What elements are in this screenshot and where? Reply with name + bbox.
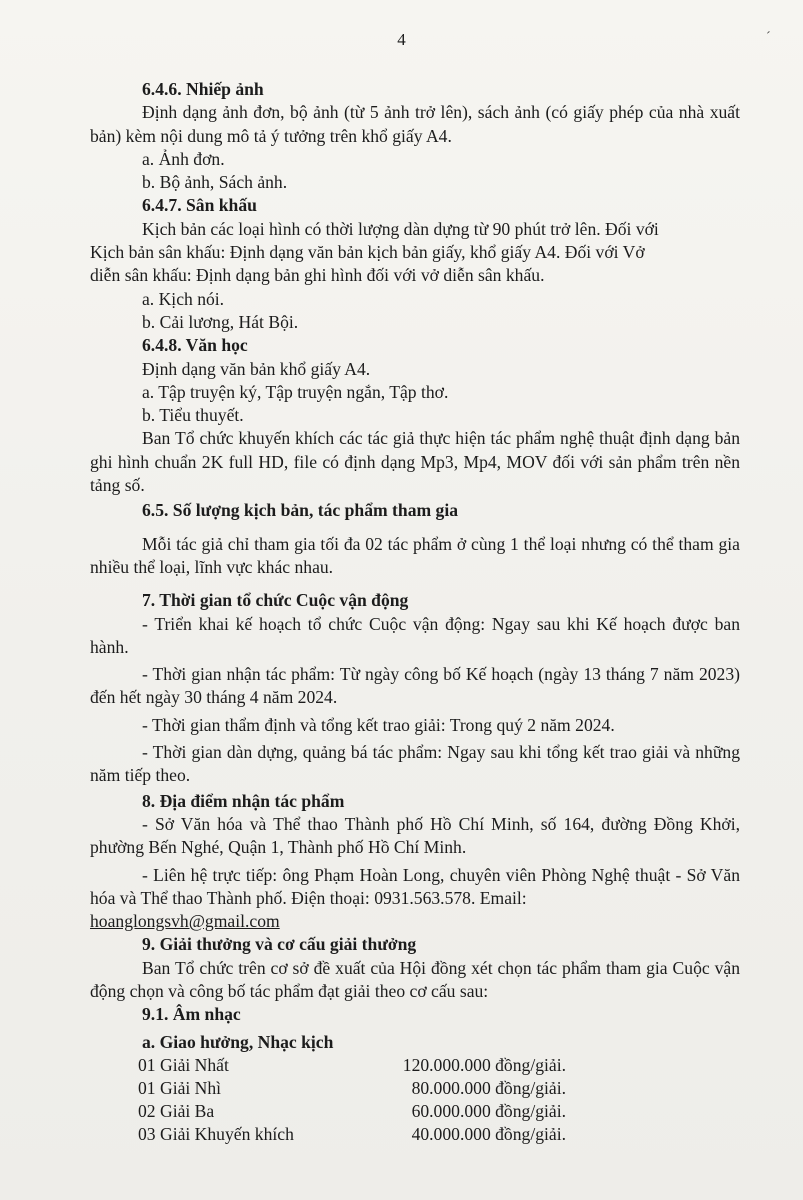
- list-item: b. Bộ ảnh, Sách ảnh.: [142, 172, 288, 193]
- page-number: 4: [397, 30, 406, 49]
- paragraph-line: Kịch bản các loại hình có thời lượng dàn dựng từ 90 phút trở lên. Đối với: [142, 218, 659, 239]
- prize-amount: 60.000.000 đồng/giải.: [411, 1100, 566, 1121]
- list-item: a. Kịch nói.: [142, 288, 225, 309]
- paragraph-address: - Sở Văn hóa và Thể thao Thành phố Hồ Chí Minh, số 164, đường Đồng Khởi, phường Bến Nghé, Quận 1, Thành phố Hồ Chí Minh.: [90, 813, 740, 858]
- paragraph-prize-intro: Ban Tổ chức trên cơ sở đề xuất của Hội đồng xét chọn tác phẩm tham gia Cuộc vận động chọn và công bố tác phẩm đạt giải theo cơ cấu sau:: [90, 957, 740, 1001]
- prize-category: a. Giao hưởng, Nhạc kịch: [142, 1031, 334, 1052]
- table-row: [138, 1100, 570, 1123]
- list-item: a. Tập truyện ký, Tập truyện ngắn, Tập thơ.: [142, 381, 449, 402]
- list-item: - Thời gian nhận tác phẩm: Từ ngày công bố Kế hoạch (ngày 13 tháng 7 năm 2023) đến hết ngày 30 tháng 4 năm 2024.: [90, 664, 740, 708]
- table-row: [138, 1054, 570, 1077]
- document-body: [90, 78, 740, 1146]
- heading-8: 8. Địa điểm nhận tác phẩm: [142, 790, 345, 811]
- list-item: - Thời gian thẩm định và tổng kết trao giải: Trong quý 2 năm 2024.: [142, 714, 615, 735]
- heading-9: 9. Giải thưởng và cơ cấu giải thưởng: [142, 934, 417, 955]
- prize-amount: 80.000.000 đồng/giải.: [411, 1077, 566, 1098]
- prize-amount: 120.000.000 đồng/giải.: [402, 1054, 566, 1075]
- scan-mark: ˊ: [766, 30, 771, 45]
- table-row: [138, 1077, 570, 1100]
- heading-6-5: 6.5. Số lượng kịch bản, tác phẩm tham gia: [142, 500, 459, 521]
- list-item: b. Cải lương, Hát Bội.: [142, 311, 299, 332]
- list-item: - Triển khai kế hoạch tổ chức Cuộc vận động: Ngay sau khi Kế hoạch được ban hành.: [90, 613, 740, 657]
- list-item: b. Tiểu thuyết.: [142, 405, 244, 426]
- list-item: - Thời gian dàn dựng, quảng bá tác phẩm: Ngay sau khi tổng kết trao giải và những năm tiếp theo.: [90, 742, 740, 786]
- prize-table: [138, 1054, 570, 1146]
- paragraph-line: diễn sân khấu: Định dạng bản ghi hình đối với vở diễn sân khấu.: [90, 265, 545, 286]
- heading-7: 7. Thời gian tổ chức Cuộc vận động: [142, 590, 409, 611]
- paragraph-literature-format: Định dạng văn bản khổ giấy A4.: [142, 358, 371, 379]
- heading-9-1: 9.1. Âm nhạc: [142, 1004, 241, 1025]
- heading-6-4-6: 6.4.6. Nhiếp ảnh: [142, 79, 264, 99]
- list-item: a. Ảnh đơn.: [142, 148, 225, 169]
- prize-name: 01 Giải Nhất: [138, 1054, 229, 1075]
- email-link[interactable]: hoanglongsvh@gmail.com: [90, 911, 280, 932]
- heading-6-4-7: 6.4.7. Sân khấu: [142, 195, 257, 216]
- prize-name: 03 Giải Khuyến khích: [138, 1123, 294, 1144]
- paragraph-encouragement: Ban Tổ chức khuyến khích các tác giả thực hiện tác phẩm nghệ thuật định dạng bản ghi hình chuẩn 2K full HD, file có định dạng Mp3, Mp4, MOV đối với sản phẩm trên nền tảng số.: [90, 428, 740, 496]
- prize-amount: 40.000.000 đồng/giải.: [411, 1123, 566, 1144]
- paragraph-stage-format: [90, 218, 740, 288]
- paragraph-submission-limit: Mỗi tác giả chỉ tham gia tối đa 02 tác phẩm ở cùng 1 thể loại nhưng có thể tham gia nhiều thể loại, lĩnh vực khác nhau.: [90, 533, 740, 577]
- paragraph-contact: - Liên hệ trực tiếp: ông Phạm Hoàn Long, chuyên viên Phòng Nghệ thuật - Sở Văn hóa và Thể thao Thành phố. Điện thoại: 0931.563.578. Email:: [90, 864, 740, 908]
- prize-name: 02 Giải Ba: [138, 1100, 215, 1121]
- table-row: [138, 1123, 570, 1146]
- paragraph-line: Kịch bản sân khấu: Định dạng văn bản kịch bản giấy, khổ giấy A4. Đối với Vở: [90, 242, 645, 263]
- paragraph-photo-format: Định dạng ảnh đơn, bộ ảnh (từ 5 ảnh trở lên), sách ảnh (có giấy phép của nhà xuất bản) kèm nội dung mô tả ý tưởng trên khổ giấy A4.: [90, 102, 740, 146]
- heading-6-4-8: 6.4.8. Văn học: [142, 335, 248, 356]
- prize-name: 01 Giải Nhì: [138, 1077, 222, 1098]
